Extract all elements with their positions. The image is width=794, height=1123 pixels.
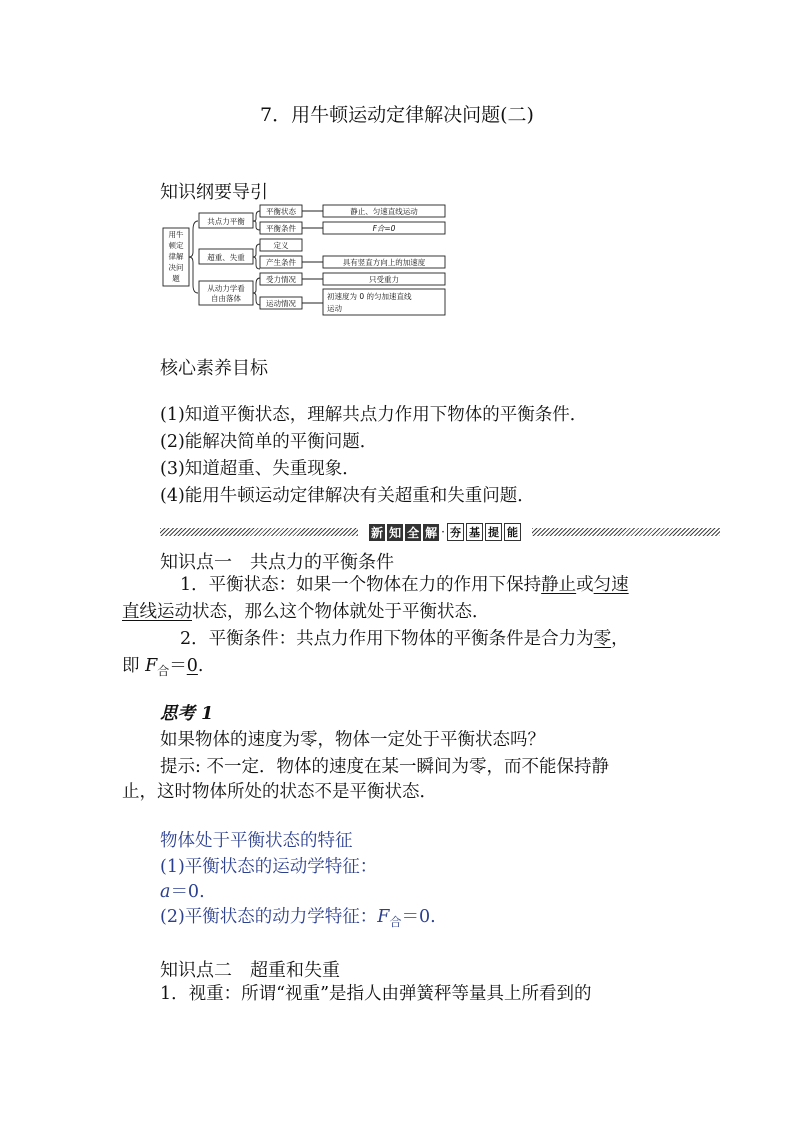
- kp1-formula: 即 $F_合=0$.: [122, 656, 204, 678]
- feature-line-2: a＝0.: [160, 882, 205, 902]
- feature-line-3: (2)平衡状态的动力学特征：$F_合=0$.: [160, 907, 436, 929]
- outline-branch-equilibrium: 共点力平衡: [207, 217, 245, 226]
- outline-root-line: 顿定: [168, 241, 184, 250]
- outline-leaf: 定义: [273, 241, 289, 250]
- goals-heading: 核心素养目标: [160, 358, 268, 379]
- outline-leaf: 平衡状态: [266, 207, 296, 216]
- outline-value: F合=0: [372, 224, 396, 233]
- outline-root-line: 用牛: [168, 230, 184, 239]
- kp2-paragraph-1: 1．视重：所谓“视重”是指人由弹簧秤等量具上所看到的: [160, 984, 592, 1004]
- knowledge-outline-diagram: [160, 200, 450, 320]
- page-title: 7．用牛顿运动定律解决问题(二): [260, 104, 534, 126]
- outline-branch-overweight: 超重、失重: [207, 253, 245, 262]
- think1-answer-cont: 止，这时物体所处的状态不是平衡状态．: [122, 782, 437, 802]
- feature-heading: 物体处于平衡状态的特征: [160, 831, 353, 851]
- kp1-heading: 知识点一 共点力的平衡条件: [160, 552, 394, 573]
- goal-item: (3)知道超重、失重现象．: [160, 459, 360, 479]
- outline-heading: 知识纲要导引: [160, 182, 268, 203]
- feature-line-1: (1)平衡状态的运动学特征：: [160, 857, 378, 877]
- outline-leaf: 产生条件: [266, 258, 296, 267]
- goal-item: (1)知道平衡状态，理解共点力作用下物体的平衡条件．: [160, 405, 588, 425]
- outline-root-line: 题: [172, 274, 180, 283]
- outline-branch-freefall: 从动力学看: [207, 284, 245, 293]
- outline-root-line: 律解: [168, 252, 184, 261]
- section-divider: [160, 524, 720, 542]
- outline-leaf: 运动情况: [266, 299, 296, 308]
- outline-leaf: 受力情况: [266, 275, 296, 284]
- think1-answer: 提示: 不一定．物体的速度在某一瞬间为零，而不能保持静: [160, 757, 609, 777]
- kp1-paragraph-1: 1．平衡状态：如果一个物体在力的作用下保持静止或匀速: [180, 575, 629, 595]
- goal-item: (2)能解决简单的平衡问题．: [160, 432, 378, 452]
- outline-root-line: 决问: [168, 263, 184, 272]
- section-badge: 新 知 全 解 · 夯 基 提 能: [360, 524, 530, 540]
- outline-value: 运动: [327, 304, 342, 313]
- outline-value: 具有竖直方向上的加速度: [342, 258, 426, 267]
- outline-value: 初速度为 0 的匀加速直线: [327, 292, 412, 301]
- think1-question: 如果物体的速度为零，物体一定处于平衡状态吗？: [160, 730, 545, 750]
- goal-item: (4)能用牛顿运动定律解决有关超重和失重问题．: [160, 486, 535, 506]
- outline-value: 静止、匀速直线运动: [350, 207, 418, 216]
- outline-leaf: 平衡条件: [266, 224, 296, 233]
- kp1-paragraph-2: 2．平衡条件：共点力作用下物体的平衡条件是合力为零，: [180, 629, 629, 649]
- outline-branch-freefall: 自由落体: [211, 294, 241, 303]
- kp2-heading: 知识点二 超重和失重: [160, 960, 340, 981]
- kp1-paragraph-1-cont: 直线运动状态，那么这个物体就处于平衡状态．: [122, 602, 490, 622]
- think1-heading: 思考 1: [160, 704, 214, 724]
- outline-value: 只受重力: [369, 275, 399, 284]
